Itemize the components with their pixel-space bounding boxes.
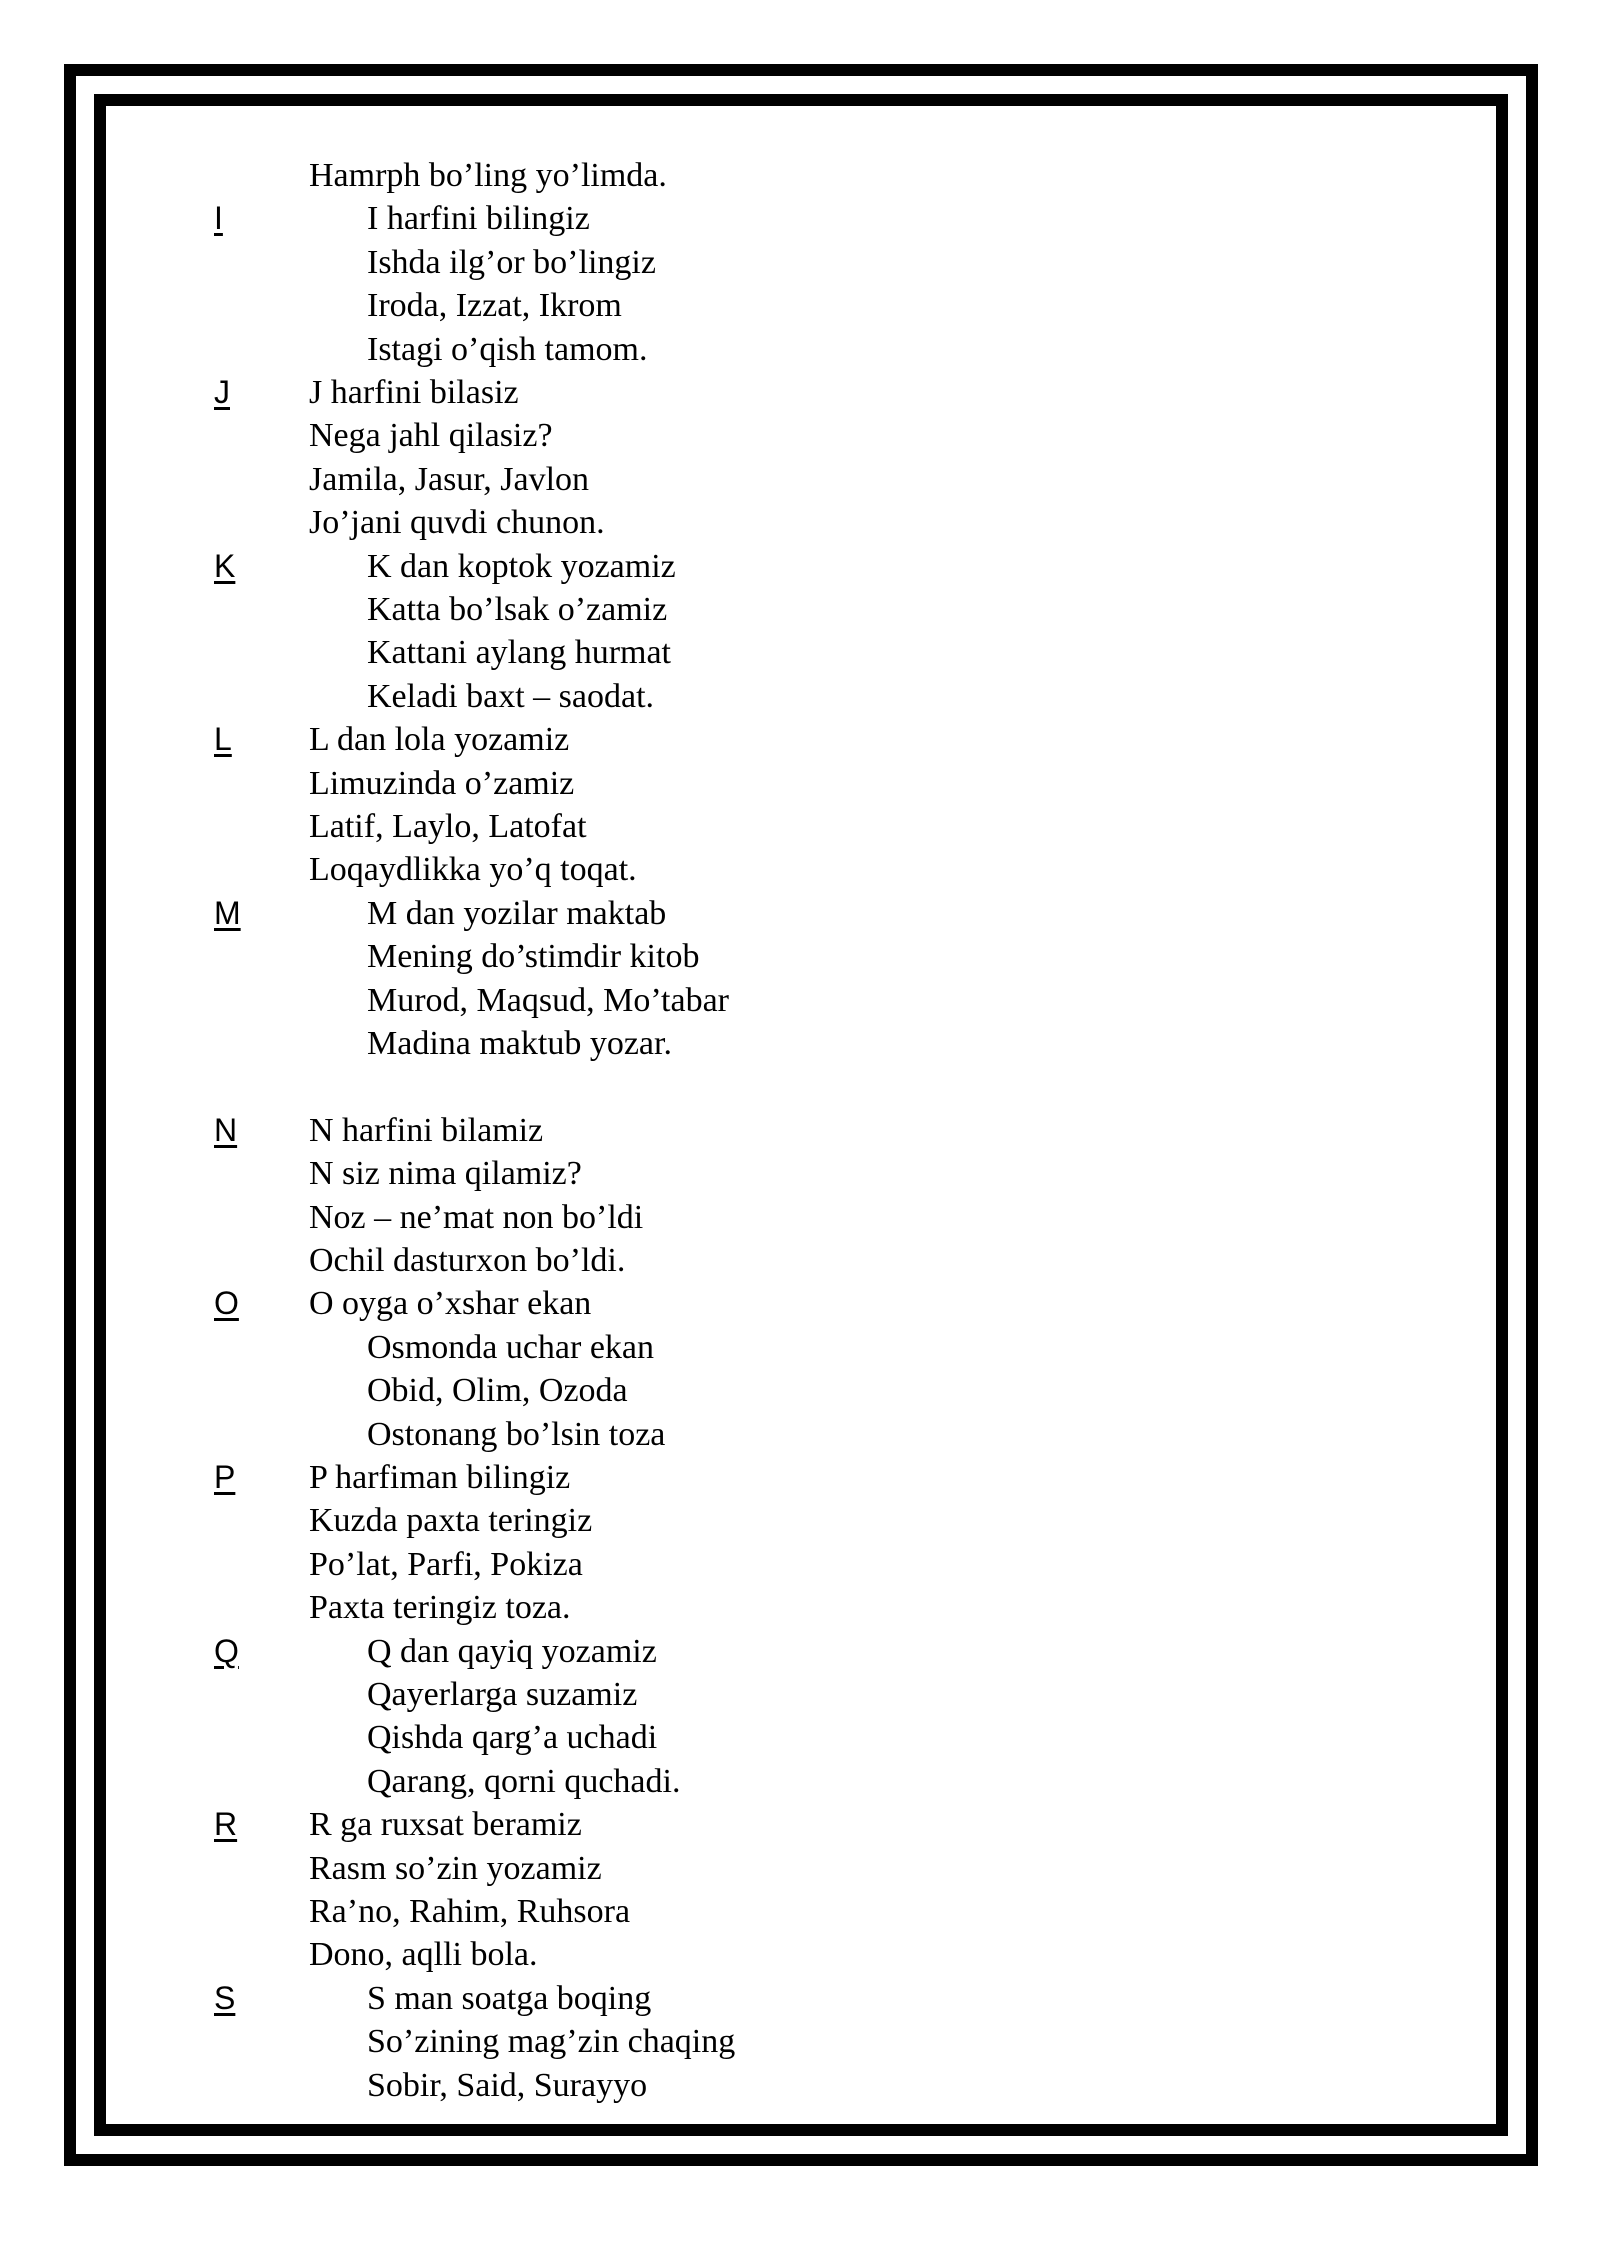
- poem-line: L dan lola yozamiz: [309, 721, 570, 759]
- poem-line: K dan koptok yozamiz: [367, 547, 676, 585]
- poem-line: Po’lat, Parfi, Pokiza: [309, 1545, 583, 1583]
- letter-marker-q: Q: [214, 1632, 239, 1669]
- poem-line: Jo’jani quvdi chunon.: [309, 504, 605, 542]
- poem-line: Dono, aqlli bola.: [309, 1936, 538, 1974]
- poem-line: J harfini bilasiz: [309, 374, 519, 411]
- poem-line: Katta bo’lsak o’zamiz: [367, 591, 668, 628]
- poem-line: Madina maktub yozar.: [367, 1025, 672, 1062]
- poem-line: Limuzinda o’zamiz: [309, 764, 575, 802]
- poem-line: Jamila, Jasur, Javlon: [309, 460, 590, 498]
- poem-line: P harfiman bilingiz: [309, 1459, 571, 1496]
- poem-line: Sobir, Said, Surayyo: [367, 2066, 648, 2104]
- poem-line: Q dan qayiq yozamiz: [367, 1632, 657, 1670]
- poem-line: Qishda qarg’a uchadi: [367, 1719, 658, 1757]
- poem-line: N harfini bilamiz: [309, 1111, 544, 1149]
- poem-line: Osmonda uchar ekan: [367, 1328, 655, 1366]
- letter-marker-s: S: [214, 1979, 236, 2016]
- poem-line: Loqaydlikka yo’q toqat.: [309, 851, 637, 889]
- poem-line: Obid, Olim, Ozoda: [367, 1372, 628, 1410]
- letter-marker-l: L: [214, 721, 232, 758]
- poem-line: Ishda ilg’or bo’lingiz: [367, 243, 656, 281]
- letter-marker-o: O: [214, 1285, 239, 1322]
- poem-line: Murod, Maqsud, Mo’tabar: [367, 981, 729, 1019]
- letter-marker-r: R: [214, 1806, 238, 1843]
- poem-line: Iroda, Izzat, Ikrom: [367, 287, 622, 325]
- poem-line: S man soatga boqing: [367, 1979, 652, 2017]
- letter-marker-p: P: [214, 1459, 236, 1495]
- poem-line: Rasm so’zin yozamiz: [309, 1849, 602, 1887]
- poem-line: Paxta teringiz toza.: [309, 1589, 571, 1627]
- poem-line: Ra’no, Rahim, Ruhsora: [309, 1893, 631, 1930]
- poem-line: Mening do’stimdir kitob: [367, 938, 700, 976]
- poem-line: Ochil dasturxon bo’ldi.: [309, 1242, 626, 1279]
- poem-line: Ostonang bo’lsin toza: [367, 1415, 666, 1453]
- letter-marker-i: I: [214, 200, 223, 237]
- poem-line: M dan yozilar maktab: [367, 894, 667, 932]
- poem-line: Hamrph bo’ling yo’limda.: [309, 157, 667, 194]
- poem-line: Noz – ne’mat non bo’ldi: [309, 1198, 644, 1236]
- poem-line: Kuzda paxta teringiz: [309, 1502, 593, 1540]
- poem-line: I harfini bilingiz: [367, 200, 590, 238]
- poem-line: So’zining mag’zin chaqing: [367, 2023, 736, 2061]
- poem-line: O oyga o’xshar ekan: [309, 1285, 592, 1323]
- poem-line: Nega jahl qilasiz?: [309, 417, 553, 455]
- letter-marker-k: K: [214, 547, 236, 584]
- poem-line: Latif, Laylo, Latofat: [309, 808, 587, 845]
- poem-line: N siz nima qilamiz?: [309, 1155, 582, 1193]
- poem-line: R ga ruxsat beramiz: [309, 1806, 582, 1844]
- letter-marker-n: N: [214, 1111, 238, 1148]
- poem-line: Qayerlarga suzamiz: [367, 1676, 638, 1713]
- poem-line: Kattani aylang hurmat: [367, 634, 672, 672]
- letter-marker-j: J: [214, 374, 230, 410]
- letter-marker-m: M: [214, 894, 241, 931]
- poem-line: Keladi baxt – saodat.: [367, 677, 655, 715]
- poem-line: Istagi o’qish tamom.: [367, 330, 648, 368]
- poem-line: Qarang, qorni quchadi.: [367, 1762, 681, 1800]
